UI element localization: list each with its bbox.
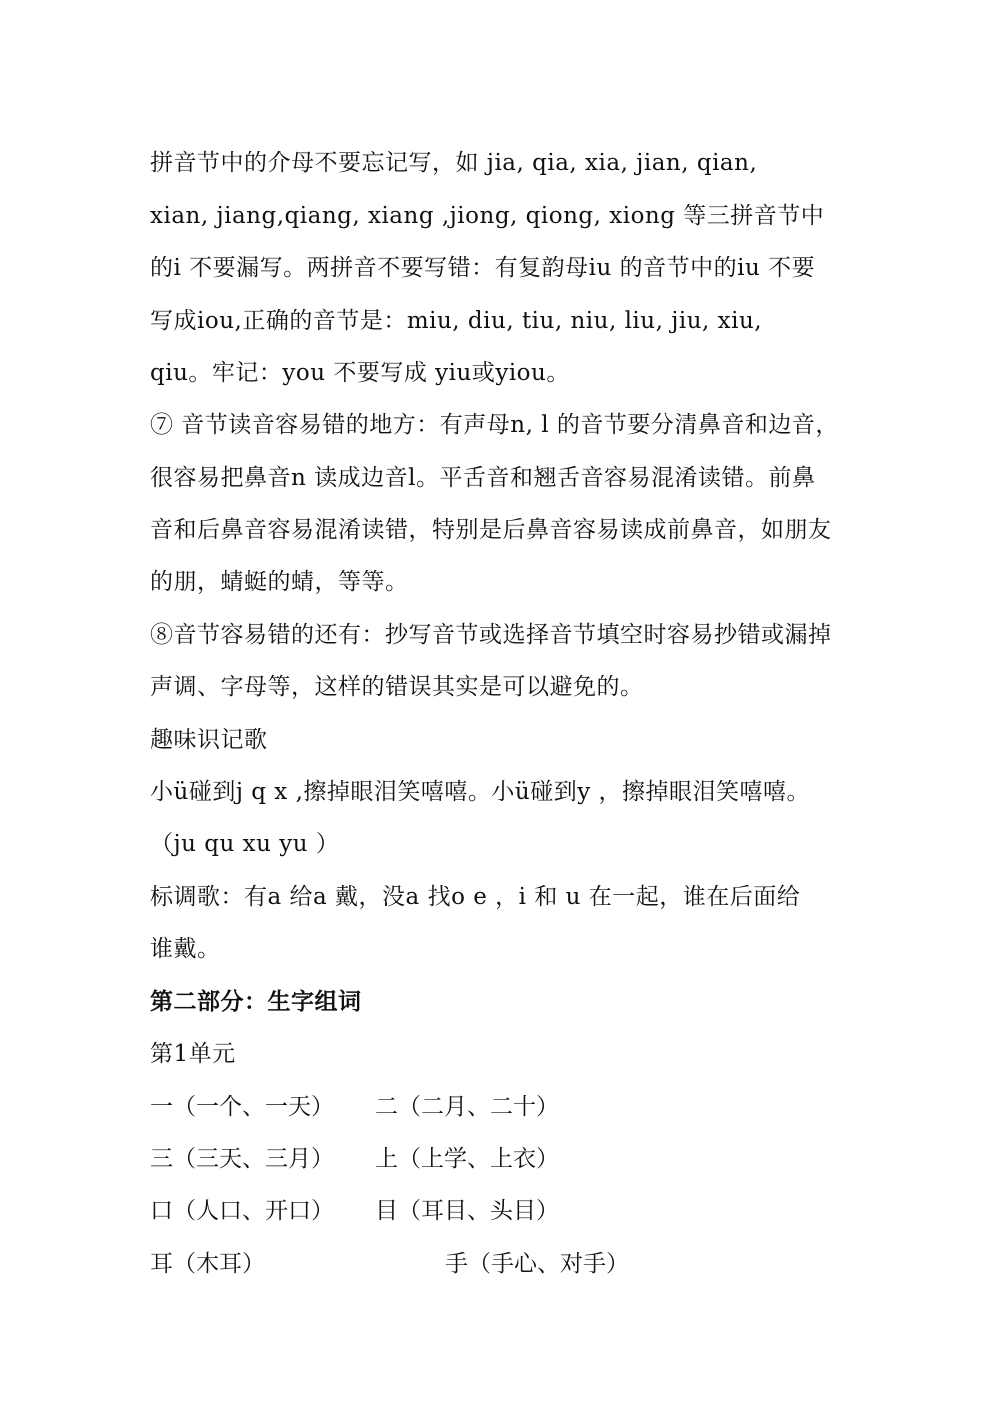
word-group: 口（人口、开口）: [150, 1198, 334, 1224]
rhyme-line: （ju qu xu yu ）: [150, 831, 340, 857]
word-group: 三（三天、三月）: [150, 1146, 334, 1172]
word-group: 一（一个、一天）: [150, 1094, 334, 1120]
paragraph-line: 的i 不要漏写。两拼音不要写错：有复韵母iu 的音节中的iu 不要: [150, 255, 816, 281]
paragraph-line: xian, jiang,qiang, xiang ,jiong, qiong, xiong 等三拼音节中: [150, 203, 825, 229]
section-heading: 第二部分：生字组词: [150, 989, 362, 1015]
paragraph-line: 很容易把鼻音n 读成边音l。平舌音和翘舌音容易混淆读错。前鼻: [150, 465, 816, 491]
paragraph-line: ⑧音节容易错的还有：抄写音节或选择音节填空时容易抄错或漏掉: [150, 622, 832, 648]
rhyme-title: 趣味识记歌: [150, 727, 268, 753]
word-group: 二（二月、二十）: [375, 1094, 559, 1120]
paragraph-line: 写成iou,正确的音节是：miu, diu, tiu, niu, liu, jiu, xiu,: [150, 308, 763, 334]
unit-title: 第1单元: [150, 1041, 236, 1067]
paragraph-line: ⑦ 音节读音容易错的地方：有声母n, l 的音节要分清鼻音和边音，: [150, 412, 839, 438]
word-group: 上（上学、上衣）: [375, 1146, 559, 1172]
word-group: 手（手心、对手）: [445, 1251, 629, 1277]
rhyme-line: 小ü碰到j q x ,擦掉眼泪笑嘻嘻。小ü碰到y ，擦掉眼泪笑嘻嘻。: [150, 779, 811, 805]
paragraph-line: 的朋，蜻蜓的蜻，等等。: [150, 569, 409, 595]
paragraph-line: 音和后鼻音容易混淆读错，特别是后鼻音容易读成前鼻音，如朋友: [150, 517, 832, 543]
word-group: 目（耳目、头目）: [375, 1198, 559, 1224]
word-group: 耳（木耳）: [150, 1251, 265, 1277]
paragraph-line: 声调、字母等，这样的错误其实是可以避免的。: [150, 674, 644, 700]
tone-song-line: 谁戴。: [150, 936, 221, 962]
paragraph-line: 拼音节中的介母不要忘记写，如 jia, qia, xia, jian, qian,: [150, 150, 758, 176]
paragraph-line: qiu。牢记：you 不要写成 yiu或yiou。: [150, 360, 570, 386]
tone-song-line: 标调歌：有a 给a 戴，没a 找o e ，i 和 u 在一起，谁在后面给: [150, 884, 801, 910]
